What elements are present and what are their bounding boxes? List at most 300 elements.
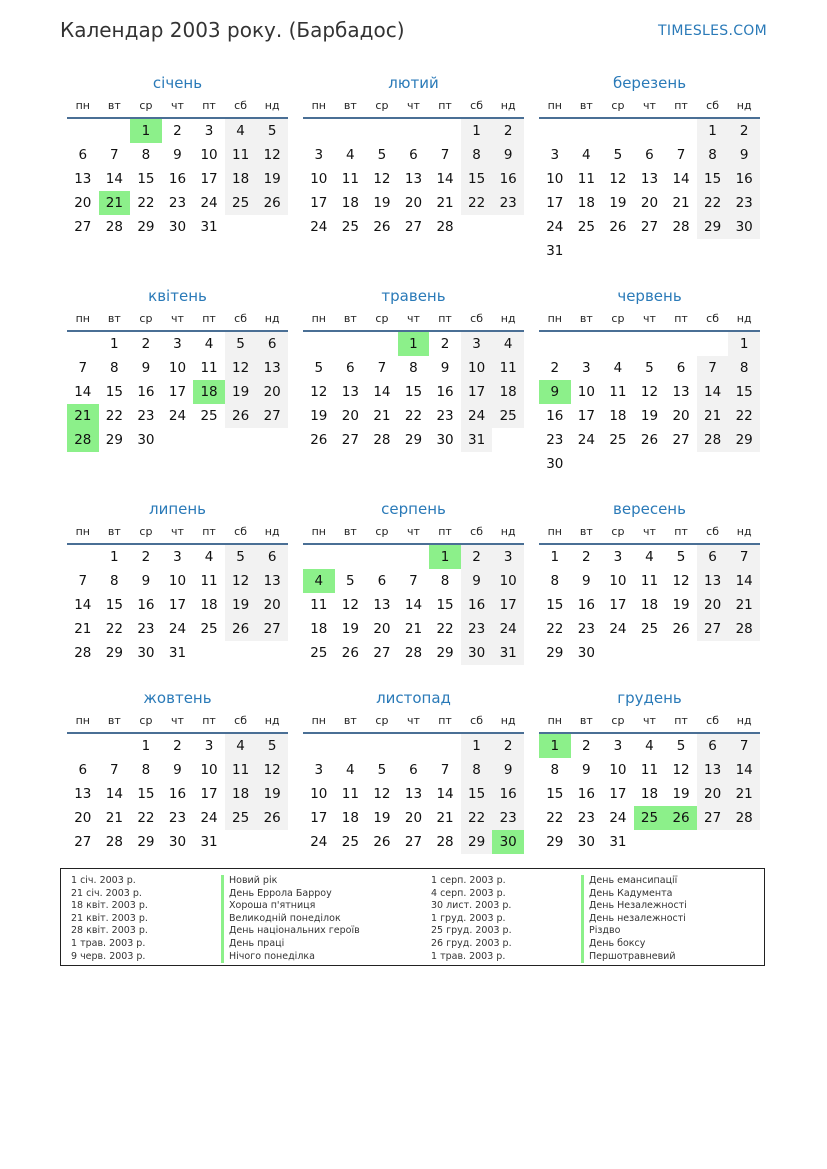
day-cell: 16 <box>577 786 595 802</box>
day-cell: 18 <box>341 195 359 211</box>
weekday-label: ср <box>139 99 153 112</box>
legend-date: 18 квіт. 2003 р. <box>71 900 148 912</box>
day-cell: 4 <box>645 738 654 754</box>
day-cell: 6 <box>645 147 654 163</box>
day-cell: 25 <box>492 404 524 428</box>
holiday-day: 18 <box>193 380 225 404</box>
weekday-label: чт <box>171 714 184 727</box>
weekday-label: сб <box>234 525 248 538</box>
day-cell: 26 <box>373 834 391 850</box>
weekday-label: сб <box>470 714 484 727</box>
day-cell: 25 <box>225 191 257 215</box>
weekday-label: вт <box>343 525 357 538</box>
legend-holiday-name: Нічого понеділка <box>221 951 431 964</box>
day-cell: 9 <box>141 360 151 376</box>
day-cell: 8 <box>461 758 493 782</box>
holiday-day: 1 <box>429 545 461 569</box>
day-cell: 4 <box>225 734 257 758</box>
holiday-day: 4 <box>303 569 335 593</box>
day-cell: 18 <box>492 380 524 404</box>
day-cell: 8 <box>550 573 560 589</box>
weekday-label: сб <box>234 714 248 727</box>
day-cell: 6 <box>377 573 387 589</box>
day-cell: 16 <box>137 384 155 400</box>
day-cell: 11 <box>310 597 328 613</box>
weekday-label: сб <box>470 99 484 112</box>
legend-date: 1 серп. 2003 р. <box>431 875 506 886</box>
weekday-label: нд <box>264 714 280 727</box>
weekday-label: нд <box>736 714 752 727</box>
weekday-header <box>539 709 760 734</box>
legend-date: 4 серп. 2003 р. <box>431 887 506 899</box>
day-cell: 4 <box>346 147 355 163</box>
day-cell: 3 <box>173 336 182 352</box>
day-cell: 15 <box>728 380 760 404</box>
day-cell: 28 <box>74 645 92 661</box>
day-grid <box>539 545 760 665</box>
weekday-header <box>303 94 524 119</box>
day-cell: 22 <box>697 191 729 215</box>
day-cell: 1 <box>110 549 119 565</box>
day-cell: 16 <box>492 782 524 806</box>
legend-holiday-name: День емансипації <box>581 875 766 888</box>
day-cell: 13 <box>640 171 659 187</box>
month-block <box>67 72 288 285</box>
day-cell: 23 <box>577 810 595 826</box>
weekday-label: чт <box>643 99 656 112</box>
day-cell: 1 <box>141 738 151 754</box>
day-cell: 14 <box>697 380 729 404</box>
empty-cell <box>67 734 99 758</box>
day-cell: 9 <box>728 143 760 167</box>
day-cell: 16 <box>137 597 155 613</box>
legend-holiday-name: Великодній понеділок <box>221 913 431 926</box>
day-cell: 4 <box>613 360 623 376</box>
day-cell: 17 <box>492 593 524 617</box>
day-cell: 27 <box>74 219 92 235</box>
weekday-label: вт <box>107 714 121 727</box>
weekday-label: сб <box>706 714 720 727</box>
legend-holiday-name: Новий рік <box>221 875 431 888</box>
day-cell: 30 <box>436 432 454 448</box>
day-cell: 8 <box>697 143 729 167</box>
day-cell: 18 <box>310 621 328 637</box>
day-cell: 10 <box>461 356 493 380</box>
day-cell: 11 <box>200 360 218 376</box>
legend-holiday-name: День національних героїв <box>221 925 431 938</box>
weekday-label: ср <box>611 525 625 538</box>
day-cell: 30 <box>728 215 760 239</box>
weekday-label: вт <box>343 99 357 112</box>
weekday-header <box>303 520 524 545</box>
day-cell: 7 <box>409 573 418 589</box>
holiday-legend <box>60 868 765 966</box>
day-cell: 18 <box>609 408 627 424</box>
day-cell: 15 <box>461 782 493 806</box>
day-cell: 7 <box>78 573 88 589</box>
month-block <box>303 687 524 876</box>
day-cell: 12 <box>310 384 328 400</box>
day-cell: 3 <box>582 360 591 376</box>
holiday-day: 21 <box>67 404 99 428</box>
day-cell: 10 <box>310 171 328 187</box>
day-cell: 14 <box>728 569 760 593</box>
day-cell: 16 <box>492 167 524 191</box>
empty-cell <box>634 332 666 356</box>
weekday-label: чт <box>171 312 184 325</box>
day-cell: 29 <box>728 428 760 452</box>
day-cell: 1 <box>110 336 119 352</box>
day-cell: 27 <box>697 806 729 830</box>
day-cell: 9 <box>440 360 450 376</box>
day-cell: 4 <box>492 332 524 356</box>
weekday-label: пт <box>438 714 452 727</box>
weekday-label: ср <box>139 525 153 538</box>
day-cell: 31 <box>200 834 218 850</box>
weekday-label: чт <box>407 714 420 727</box>
day-cell: 6 <box>409 147 418 163</box>
day-cell: 13 <box>341 384 359 400</box>
day-cell: 8 <box>110 573 119 589</box>
weekday-label: пн <box>547 525 562 538</box>
day-cell: 17 <box>546 195 564 211</box>
day-cell: 10 <box>200 147 218 163</box>
day-cell: 22 <box>436 621 454 637</box>
day-cell: 11 <box>341 171 359 187</box>
day-cell: 2 <box>141 549 151 565</box>
weekday-label: пт <box>202 312 216 325</box>
weekday-label: пн <box>75 99 90 112</box>
day-cell: 22 <box>461 191 493 215</box>
empty-cell <box>602 119 634 143</box>
day-cell: 15 <box>404 384 423 400</box>
day-cell: 12 <box>341 597 359 613</box>
day-grid <box>303 545 524 665</box>
weekday-label: чт <box>171 525 184 538</box>
day-cell: 19 <box>341 621 359 637</box>
day-cell: 27 <box>404 834 423 850</box>
day-cell: 2 <box>582 738 591 754</box>
day-cell: 28 <box>404 645 423 661</box>
day-cell: 29 <box>546 645 564 661</box>
day-cell: 6 <box>697 734 729 758</box>
day-cell: 11 <box>341 786 359 802</box>
day-cell: 26 <box>609 219 627 235</box>
day-cell: 22 <box>105 408 123 424</box>
day-cell: 27 <box>697 617 729 641</box>
day-cell: 24 <box>461 404 493 428</box>
weekday-header <box>67 307 288 332</box>
day-cell: 19 <box>256 167 288 191</box>
empty-cell <box>398 734 430 758</box>
day-cell: 22 <box>404 408 423 424</box>
day-cell: 10 <box>546 171 564 187</box>
page-title: Календар 2003 року. (Барбадос) <box>60 18 405 42</box>
legend-names-col-1 <box>221 875 431 965</box>
month-block <box>539 498 760 687</box>
weekday-label: чт <box>407 99 420 112</box>
day-cell: 16 <box>728 167 760 191</box>
day-cell: 24 <box>168 621 187 637</box>
day-cell: 28 <box>436 219 454 235</box>
day-cell: 21 <box>74 621 92 637</box>
day-cell: 31 <box>546 243 564 259</box>
day-cell: 19 <box>373 810 391 826</box>
day-cell: 9 <box>582 762 591 778</box>
weekday-label: пт <box>438 312 452 325</box>
day-cell: 23 <box>436 408 454 424</box>
empty-cell <box>366 119 398 143</box>
weekday-label: вт <box>579 99 593 112</box>
empty-cell <box>602 332 634 356</box>
month-block <box>67 498 288 687</box>
day-grid <box>539 119 760 263</box>
empty-cell <box>539 332 571 356</box>
day-cell: 6 <box>409 762 418 778</box>
day-cell: 9 <box>173 762 182 778</box>
brand-link[interactable]: TIMESLES.COM <box>658 23 767 39</box>
legend-date: 28 квіт. 2003 р. <box>71 925 148 937</box>
holiday-day: 25 <box>634 806 666 830</box>
month-block <box>539 72 760 285</box>
day-cell: 5 <box>377 147 387 163</box>
holiday-day: 30 <box>492 830 524 854</box>
legend-holiday-name: День Кадумента <box>581 888 766 901</box>
day-cell: 7 <box>728 734 760 758</box>
day-cell: 25 <box>200 621 218 637</box>
day-cell: 19 <box>373 195 391 211</box>
day-cell: 20 <box>672 408 690 424</box>
month-block <box>67 687 288 876</box>
day-cell: 16 <box>546 408 564 424</box>
day-cell: 29 <box>697 215 729 239</box>
day-cell: 14 <box>105 171 123 187</box>
day-cell: 20 <box>74 195 92 211</box>
weekday-label: пт <box>438 525 452 538</box>
day-cell: 29 <box>436 645 454 661</box>
month-name: березень <box>612 74 687 92</box>
empty-cell <box>429 119 461 143</box>
day-cell: 24 <box>609 810 627 826</box>
day-cell: 12 <box>256 143 288 167</box>
weekday-label: вт <box>343 312 357 325</box>
day-cell: 5 <box>645 360 654 376</box>
day-cell: 10 <box>609 573 627 589</box>
day-cell: 17 <box>168 597 187 613</box>
day-cell: 23 <box>137 408 155 424</box>
day-cell: 3 <box>204 123 214 139</box>
day-cell: 3 <box>492 545 524 569</box>
day-cell: 2 <box>173 738 182 754</box>
day-cell: 30 <box>137 645 155 661</box>
day-cell: 24 <box>609 621 627 637</box>
day-grid <box>303 734 524 854</box>
day-cell: 23 <box>168 195 187 211</box>
month-block <box>303 72 524 285</box>
day-cell: 17 <box>609 786 627 802</box>
day-cell: 26 <box>310 432 328 448</box>
month-name: травень <box>381 287 446 305</box>
day-cell: 4 <box>645 549 654 565</box>
day-cell: 22 <box>137 195 155 211</box>
day-cell: 24 <box>310 219 328 235</box>
day-cell: 7 <box>697 356 729 380</box>
day-cell: 12 <box>373 171 391 187</box>
day-cell: 14 <box>373 384 391 400</box>
empty-cell <box>335 332 367 356</box>
day-cell: 28 <box>105 834 123 850</box>
day-cell: 8 <box>728 356 760 380</box>
day-cell: 2 <box>582 549 591 565</box>
day-cell: 16 <box>461 593 493 617</box>
day-cell: 17 <box>168 384 187 400</box>
legend-date: 1 груд. 2003 р. <box>431 912 506 924</box>
day-grid <box>67 545 288 665</box>
day-cell: 20 <box>74 810 92 826</box>
month-block <box>303 285 524 498</box>
day-cell: 15 <box>137 786 155 802</box>
day-cell: 20 <box>373 621 391 637</box>
day-cell: 26 <box>256 191 288 215</box>
day-cell: 11 <box>200 573 218 589</box>
day-cell: 10 <box>492 569 524 593</box>
day-cell: 20 <box>404 195 423 211</box>
day-cell: 6 <box>256 332 288 356</box>
day-cell: 12 <box>225 356 257 380</box>
day-cell: 9 <box>492 758 524 782</box>
day-cell: 5 <box>377 762 387 778</box>
day-cell: 22 <box>546 810 564 826</box>
day-cell: 30 <box>168 219 187 235</box>
day-cell: 3 <box>550 147 560 163</box>
weekday-label: сб <box>234 312 248 325</box>
day-cell: 28 <box>697 428 729 452</box>
empty-cell <box>398 119 430 143</box>
day-cell: 11 <box>577 171 595 187</box>
month-name: січень <box>152 74 203 92</box>
day-cell: 22 <box>546 621 564 637</box>
day-cell: 4 <box>204 549 214 565</box>
day-cell: 27 <box>256 404 288 428</box>
day-cell: 14 <box>404 597 423 613</box>
day-cell: 13 <box>404 786 423 802</box>
day-cell: 18 <box>200 597 218 613</box>
legend-holiday-name: День незалежності <box>581 913 766 926</box>
day-cell: 20 <box>404 810 423 826</box>
day-cell: 18 <box>640 597 659 613</box>
weekday-label: нд <box>500 525 516 538</box>
day-cell: 25 <box>640 621 659 637</box>
weekday-label: нд <box>264 99 280 112</box>
day-cell: 13 <box>373 597 391 613</box>
day-cell: 19 <box>609 195 627 211</box>
day-cell: 16 <box>436 384 454 400</box>
day-cell: 11 <box>640 762 659 778</box>
day-cell: 24 <box>200 195 218 211</box>
empty-cell <box>335 545 367 569</box>
day-cell: 15 <box>461 167 493 191</box>
day-cell: 21 <box>373 408 391 424</box>
day-cell: 27 <box>640 219 659 235</box>
holiday-day: 26 <box>665 806 697 830</box>
weekday-label: вт <box>107 99 121 112</box>
empty-cell <box>335 734 367 758</box>
day-grid <box>67 332 288 452</box>
day-cell: 17 <box>577 408 595 424</box>
day-cell: 2 <box>461 545 493 569</box>
weekday-label: нд <box>736 525 752 538</box>
day-cell: 11 <box>640 573 659 589</box>
legend-holiday-name: День Незалежності <box>581 900 766 913</box>
day-cell: 24 <box>168 408 187 424</box>
weekday-label: ср <box>375 525 389 538</box>
month-block <box>303 498 524 687</box>
holiday-day: 28 <box>67 428 99 452</box>
day-cell: 26 <box>341 645 359 661</box>
day-cell: 14 <box>74 597 92 613</box>
day-cell: 29 <box>461 830 493 854</box>
day-cell: 23 <box>461 617 493 641</box>
legend-date: 9 черв. 2003 р. <box>71 950 146 962</box>
day-cell: 5 <box>676 738 686 754</box>
day-cell: 17 <box>461 380 493 404</box>
day-cell: 10 <box>200 762 218 778</box>
day-cell: 12 <box>609 171 627 187</box>
day-cell: 31 <box>492 641 524 665</box>
weekday-label: чт <box>643 525 656 538</box>
day-grid <box>67 119 288 239</box>
weekday-label: пн <box>547 99 562 112</box>
legend-date: 21 січ. 2003 р. <box>71 887 142 899</box>
weekday-label: нд <box>736 312 752 325</box>
day-cell: 28 <box>672 219 690 235</box>
day-cell: 28 <box>373 432 391 448</box>
holiday-day: 1 <box>130 119 162 143</box>
weekday-label: сб <box>706 525 720 538</box>
empty-cell <box>539 119 571 143</box>
day-cell: 19 <box>225 380 257 404</box>
weekday-label: ср <box>375 99 389 112</box>
day-cell: 10 <box>609 762 627 778</box>
holiday-day: 9 <box>539 380 571 404</box>
weekday-label: нд <box>264 312 280 325</box>
day-cell: 19 <box>310 408 328 424</box>
day-cell: 21 <box>728 593 760 617</box>
day-cell: 4 <box>204 336 214 352</box>
day-cell: 18 <box>225 167 257 191</box>
day-cell: 26 <box>640 432 659 448</box>
day-cell: 10 <box>577 384 595 400</box>
day-cell: 21 <box>672 195 690 211</box>
month-name: квітень <box>148 287 207 305</box>
day-cell: 7 <box>676 147 686 163</box>
weekday-label: вт <box>579 714 593 727</box>
weekday-label: ср <box>611 99 625 112</box>
day-cell: 25 <box>310 645 328 661</box>
day-cell: 20 <box>697 593 729 617</box>
day-cell: 21 <box>697 404 729 428</box>
legend-date: 1 трав. 2003 р. <box>431 950 506 962</box>
day-cell: 16 <box>168 171 187 187</box>
day-cell: 27 <box>373 645 391 661</box>
day-cell: 2 <box>141 336 151 352</box>
legend-date: 25 груд. 2003 р. <box>431 925 512 937</box>
day-cell: 19 <box>672 786 690 802</box>
day-cell: 1 <box>728 332 760 356</box>
day-cell: 14 <box>436 786 454 802</box>
day-cell: 13 <box>672 384 690 400</box>
day-cell: 18 <box>225 782 257 806</box>
